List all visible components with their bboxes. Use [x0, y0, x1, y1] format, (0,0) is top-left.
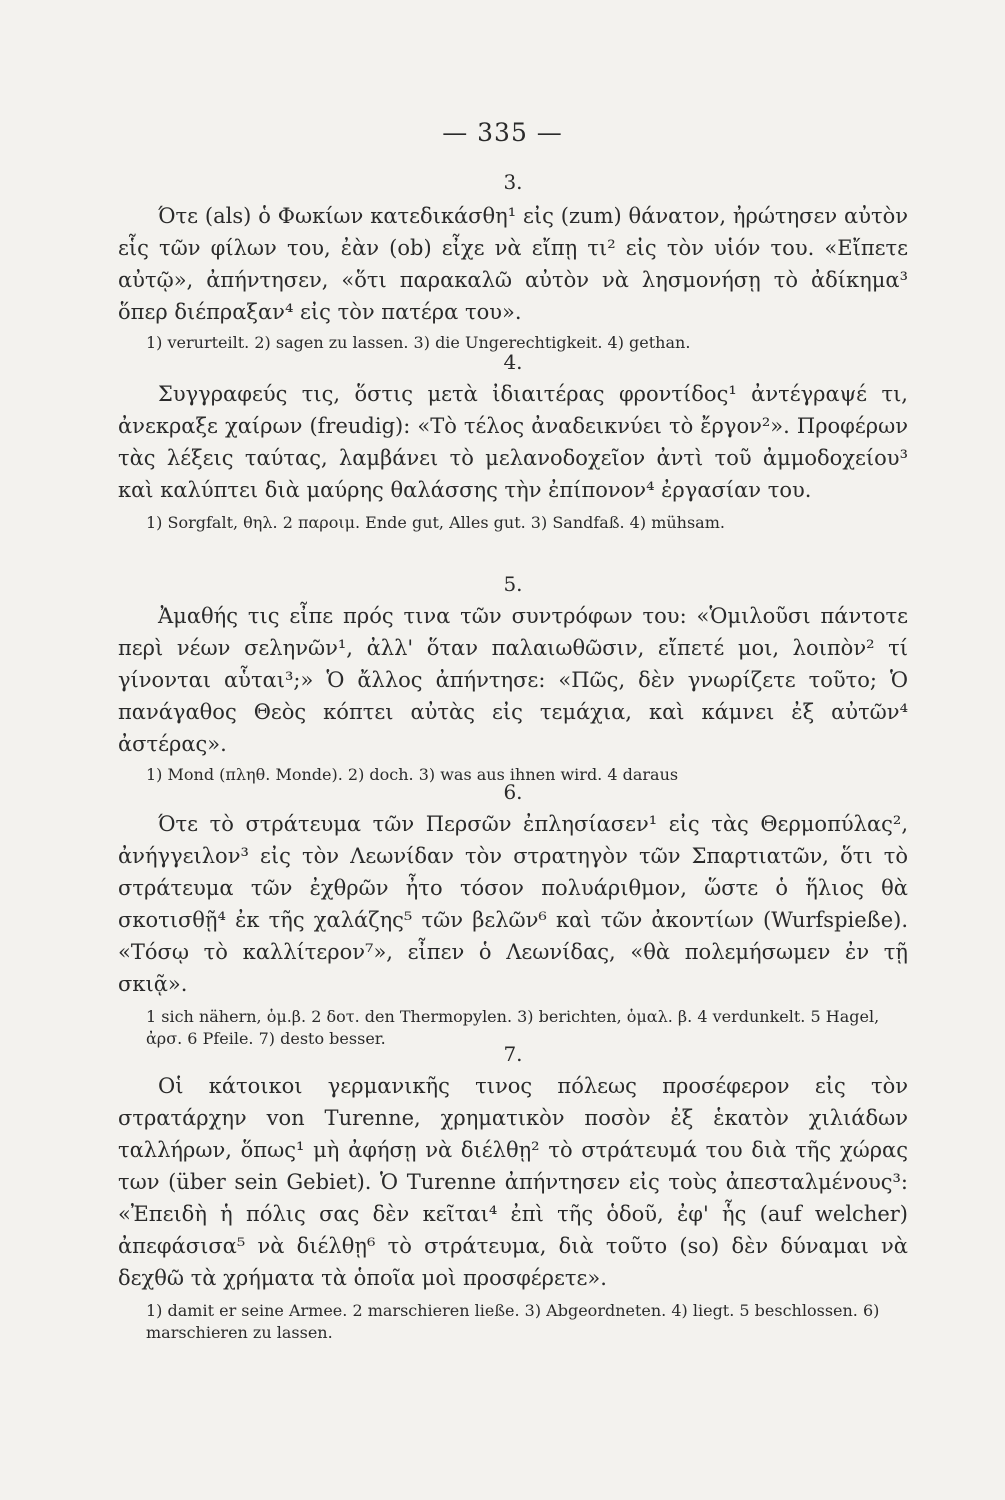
page-number: — 335 — [442, 118, 563, 147]
section-number: 4. [503, 350, 523, 374]
section-3 [118, 170, 908, 354]
section-footnotes: 1 sich nähern, ὁμ.β. 2 δοτ. den Thermopylen. 3) berichten, ὁμαλ. β. 4 verdunkelt. 5 Hagel, ἀρσ. 6 Pfeile. 7) desto besser. [146, 1007, 880, 1048]
section-paragraph: Ότε (als) ὁ Φωκίων κατεδικάσθη¹ εἰς (zum) θάνατον, ἠρώτησεν αὐτὸν εἷς τῶν φίλων του, ἐὰν (ob) εἶχε νὰ εἴπῃ τι² εἰς τὸν υἱόν του. «Εἴπετε αὐτῷ», ἀπήντησεν, «ὅτι παρακαλῶ αὐτὸν νὰ λησμονήσῃ τὸ ἀδίκημα³ ὅπερ διέπραξαν⁴ εἰς τὸν πατέρα του». [118, 204, 908, 324]
section-number: 5. [503, 572, 523, 596]
section-paragraph: Ἀμαθής τις εἶπε πρός τινα τῶν συντρόφων του: «Ὁμιλοῦσι πάντοτε περὶ νέων σεληνῶν¹, ἀλλ' ὅταν παλαιωθῶσιν, εἴπετέ μοι, λοιπὸν² τί γίνονται αὗται³;» Ὁ ἄλλος ἀπήντησε: «Πῶς, δὲν γνωρίζετε τοῦτο; Ὁ πανάγαθος Θεὸς κόπτει αὐτὰς εἰς τεμάχια, καὶ κάμνει ἐξ αὐτῶν⁴ ἀστέρας». [118, 604, 908, 756]
section-paragraph: Οἱ κάτοικοι γερμανικῆς τινος πόλεως προσέφερον εἰς τὸν στρατάρχην von Turenne, χρηματικὸν ποσὸν ἐξ ἑκατὸν χιλιάδων ταλλήρων, ὅπως¹ μὴ ἀφήσῃ νὰ διέλθῃ² τὸ στράτευμά του διὰ τῆς χώρας των (über sein Gebiet). Ὁ Turenne ἀπήντησεν εἰς τοὺς ἀπεσταλμένους³: «Ἐπειδὴ ἡ πόλις σας δὲν κεῖται⁴ ἐπὶ τῆς ὁδοῦ, ἐφ' ἧς (auf welcher) ἀπεφάσισα⁵ νὰ διέλθῃ⁶ τὸ στράτευμα, διὰ τοῦτο (so) δὲν δύναμαι νὰ δεχθῶ τὰ χρήματα τὰ ὁποῖα μοὶ προσφέρετε». [118, 1074, 908, 1290]
section-6 [118, 780, 908, 1050]
section-footnotes: 1) damit er seine Armee. 2 marschieren ließe. 3) Abgeordneten. 4) liegt. 5 beschlossen. 6) marschieren zu lassen. [146, 1301, 880, 1342]
section-footnotes: 1) Sorgfalt, θηλ. 2 παροιμ. Ende gut, Alles gut. 3) Sandfaß. 4) mühsam. [146, 513, 725, 532]
section-paragraph: Ότε τὸ στράτευμα τῶν Περσῶν ἐπλησίασεν¹ εἰς τὰς Θερμοπύλας², ἀνήγγειλον³ εἰς τὸν Λεωνίδαν τὸν στρατηγὸν τῶν Σπαρτιατῶν, ὅτι τὸ στράτευμα τῶν ἐχθρῶν ἦτο τόσον πολυάριθμον, ὥστε ὁ ἥλιος θὰ σκοτισθῇ⁴ ἐκ τῆς χαλάζης⁵ τῶν βελῶν⁶ καὶ τῶν ἀκοντίων (Wurfspieße). «Τόσῳ τὸ καλλίτερον⁷», εἶπεν ὁ Λεωνίδας, «θὰ πολεμήσωμεν ἐν τῇ σκιᾷ». [118, 812, 908, 996]
section-number: 6. [503, 780, 523, 804]
section-number: 3. [503, 170, 523, 194]
section-footnotes: 1) Mond (πληθ. Monde). 2) doch. 3) was aus ihnen wird. 4 daraus [146, 765, 679, 784]
section-paragraph: Συγγραφεύς τις, ὅστις μετὰ ἰδιαιτέρας φροντίδος¹ ἀντέγραψέ τι, ἀνεκραξε χαίρων (freudig): «Τὸ τέλος ἀναδεικνύει τὸ ἔργον²». Προφέρων τὰς λέξεις ταύτας, λαμβάνει τὸ μελανοδοχεῖον ἀντὶ τοῦ ἀμμοδοχείου³ καὶ καλύπτει διὰ μαύρης θαλάσσης τὴν ἐπίπονον⁴ ἐργασίαν του. [118, 382, 908, 502]
section-number: 7. [503, 1042, 523, 1066]
section-4 [118, 350, 908, 534]
section-7 [118, 1042, 908, 1344]
section-5 [118, 572, 908, 786]
section-footnotes: 1) verurteilt. 2) sagen zu lassen. 3) die Ungerechtigkeit. 4) gethan. [146, 333, 691, 352]
